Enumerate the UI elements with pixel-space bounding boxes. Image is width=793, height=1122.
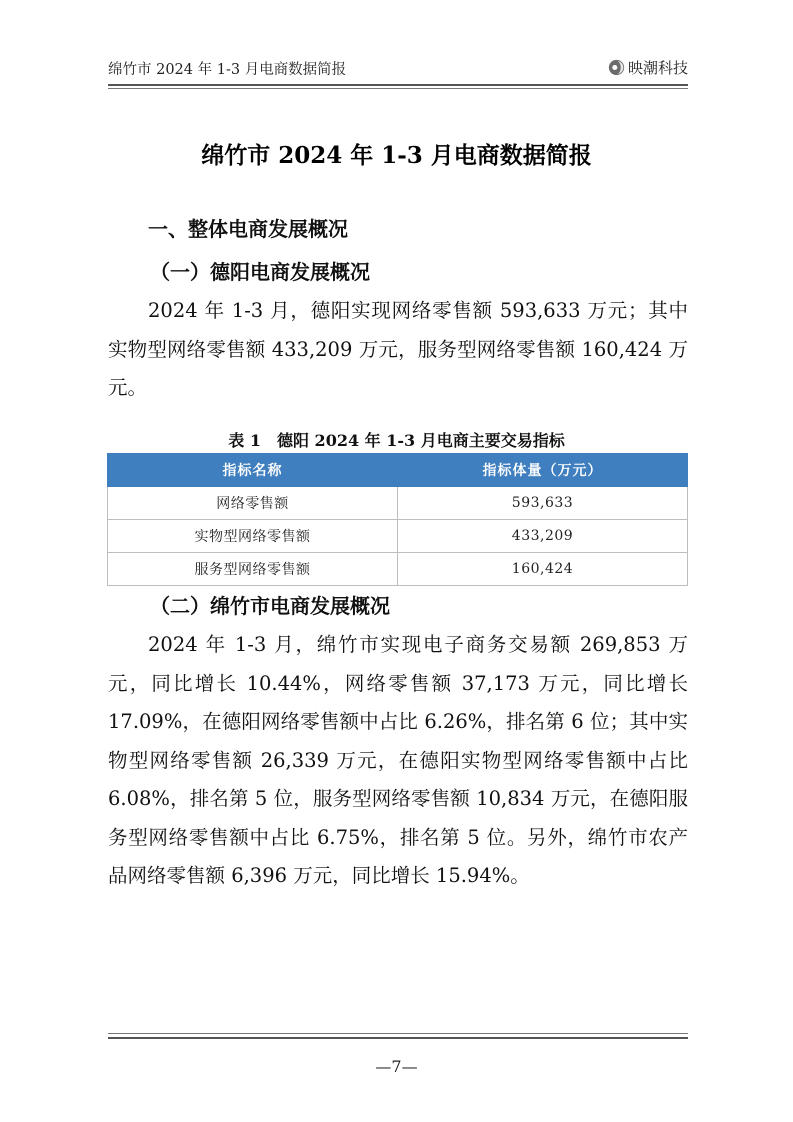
- table-cell: 网络零售额: [108, 487, 398, 520]
- table-cell: 160,424: [398, 553, 688, 586]
- header-rule-thin: [108, 88, 688, 89]
- table-cell: 实物型网络零售额: [108, 520, 398, 553]
- table-row: [108, 553, 688, 586]
- paragraph-deyang-text: 2024 年 1-3 月，德阳实现网络零售额 593,633 万元；其中实物型网络零售额 433,209 万元，服务型网络零售额 160,424 万元。: [108, 299, 688, 399]
- document-title: 绵竹市 2024 年 1-3 月电商数据简报: [201, 142, 592, 169]
- header-rule-thick: [108, 84, 688, 86]
- paragraph-mianzhu: [108, 626, 688, 896]
- page-header: [108, 56, 688, 80]
- column-header-name: 指标名称: [108, 454, 398, 487]
- table-cell: 433,209: [398, 520, 688, 553]
- column-header-value: 指标体量（万元）: [398, 454, 688, 487]
- table-cell: 593,633: [398, 487, 688, 520]
- brand-name: 映潮科技: [627, 59, 688, 77]
- paragraph-deyang: [108, 292, 688, 408]
- header-brand: [608, 57, 688, 78]
- table-caption: 表 1 德阳 2024 年 1-3 月电商主要交易指标: [228, 431, 565, 450]
- table-row: [108, 487, 688, 520]
- footer-rule-thin: [108, 1033, 688, 1034]
- page-number: —7—: [375, 1057, 418, 1076]
- table-row: [108, 520, 688, 553]
- header-title: 绵竹市 2024 年 1-3 月电商数据简报: [108, 62, 347, 78]
- indicator-table: [107, 453, 688, 586]
- brand-logo-icon: [608, 59, 625, 76]
- subsection-heading-deyang: （一）德阳电商发展概况: [150, 260, 370, 284]
- table-header-row: [108, 454, 688, 487]
- footer-rule-thick: [108, 1037, 688, 1039]
- section-heading-overview: 一、整体电商发展概况: [148, 217, 348, 241]
- subsection-heading-mianzhu: （二）绵竹市电商发展概况: [150, 594, 390, 618]
- paragraph-mianzhu-text: 2024 年 1-3 月，绵竹市实现电子商务交易额 269,853 万元，同比增长 10.44%，网络零售额 37,173 万元，同比增长 17.09%，在德阳网络零售额中占比 6.26%，排名第 6 位；其中实物型网络零售额 26,339 万元，在德阳实物型网络零售额中占比 6.08%，排名第 5 位，服务型网络零售额 10,834 万元，在德阳服务型网络零售额中占比 6.75%，排名第 5 位。另外，绵竹市农产品网络零售额 6,396 万元，同比增长 15.94%。: [108, 633, 688, 887]
- table-cell: 服务型网络零售额: [108, 553, 398, 586]
